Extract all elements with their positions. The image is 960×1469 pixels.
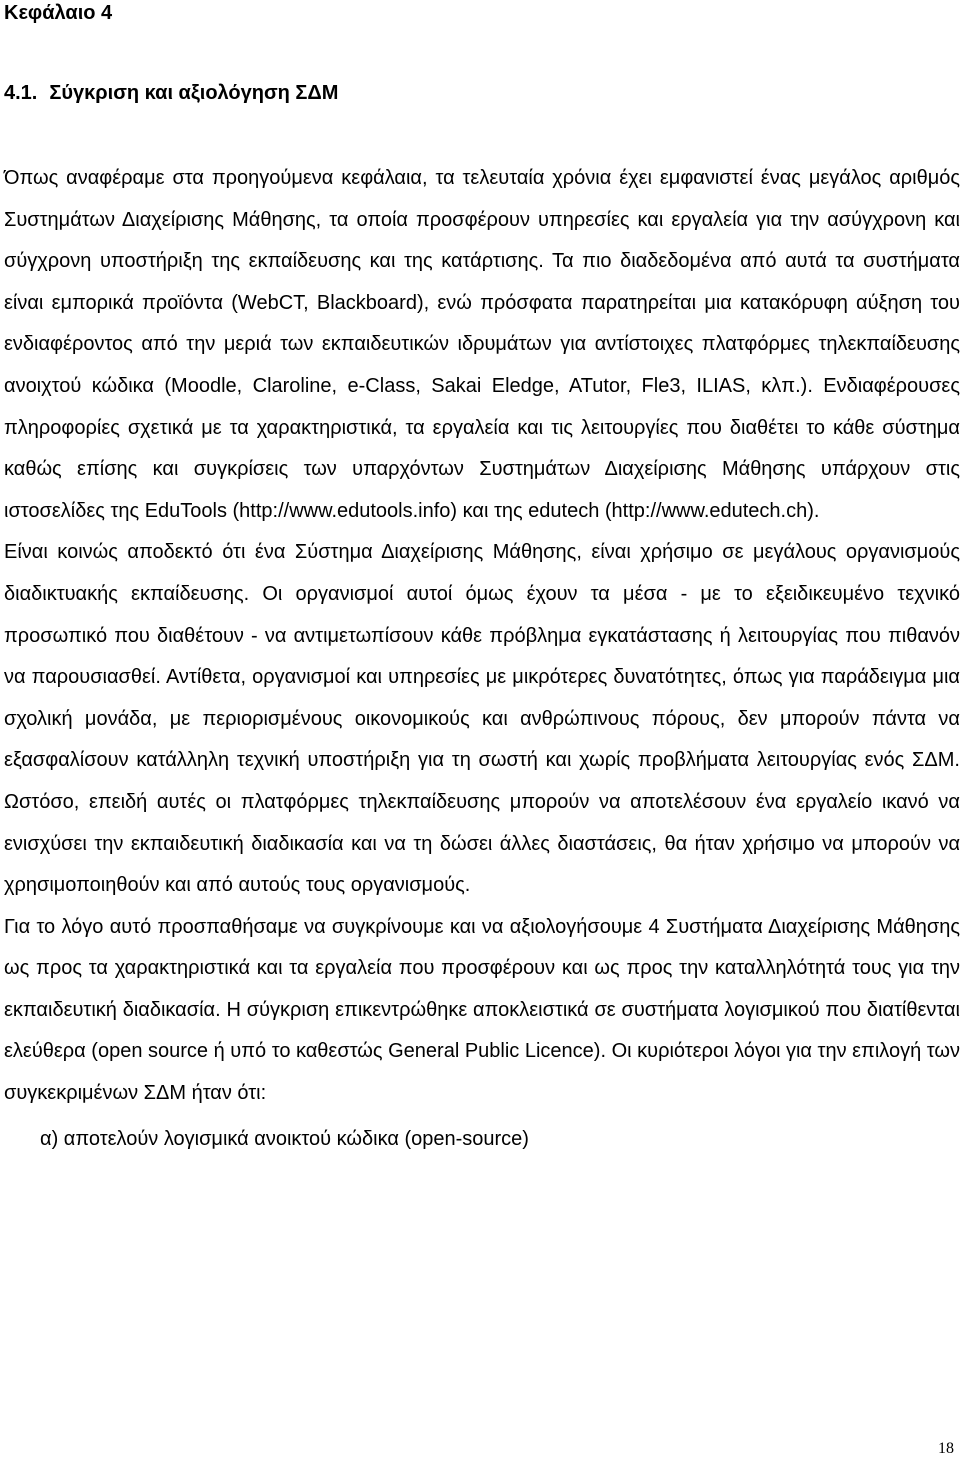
section-title: Σύγκριση και αξιολόγηση ΣΔΜ	[49, 82, 339, 104]
paragraph: Για το λόγο αυτό προσπαθήσαμε να συγκρίνουμε και να αξιολογήσουμε 4 Συστήματα Διαχείρισης Μάθησης ως προς τα χαρακτηριστικά και τα εργαλεία που προσφέρουν και ως προς την καταλληλότητά τους για την εκπαιδευτική διαδικασία. Η σύγκριση επικεντρώθηκε αποκλειστικά σε συστήματα λογισμικού που διατίθενται ελεύθερα (open source ή υπό το καθεστώς General Public Licence). Οι κυριότεροι λόγοι για την επιλογή των συγκεκριμένων ΣΔΜ ήταν ότι:	[4, 915, 960, 1105]
paragraph: Όπως αναφέραμε στα προηγούμενα κεφάλαια, τα τελευταία χρόνια έχει εμφανιστεί ένας μεγάλος αριθμός Συστημάτων Διαχείρισης Μάθησης, τα οποία προσφέρουν υπηρεσίες και εργαλεία για την ασύγχρονη και σύγχρονη υποστήριξη της εκπαίδευσης και της κατάρτισης. Τα πιο διαδεδομένα από αυτά τα συστήματα είναι εμπορικά προϊόντα (WebCT, Blackboard), ενώ πρόσφατα παρατηρείται μια κατακόρυφη αύξηση του ενδιαφέροντος από την μεριά των εκπαιδευτικών ιδρυμάτων για αντίστοιχες πλατφόρμες τηλεκπαίδευσης ανοιχτού κώδικα (Moodle, Claroline, e-Class, Sakai Eledge, ATutor, Fle3, ILIAS, κλπ.). Ενδιαφέρουσες πληροφορίες σχετικά με τα χαρακτηριστικά, τα εργαλεία και τις λειτουργίες που διαθέτει το κάθε σύστημα καθώς επίσης και συγκρίσεις των υπαρχόντων Συστημάτων Διαχείρισης Μάθησης υπάρχουν στις ιστοσελίδες της EduTools (http://www.edutools.info) και της edutech (http://www.edutech.ch).	[4, 167, 960, 522]
list-item: α) αποτελούν λογισμικά ανοικτού κώδικα (open-source)	[40, 1127, 529, 1150]
paragraph: Είναι κοινώς αποδεκτό ότι ένα Σύστημα Διαχείρισης Μάθησης, είναι χρήσιμο σε μεγάλους οργανισμούς διαδικτυακής εκπαίδευσης. Οι οργανισμοί αυτοί όμως έχουν τα μέσα - με το εξειδικευμένο τεχνικό προσωπικό που διαθέτουν - να αντιμετωπίσουν κάθε πρόβλημα εγκατάστασης ή λειτουργίας που πιθανόν να παρουσιασθεί. Αντίθετα, οργανισμοί και υπηρεσίες με μικρότερες δυνατότητες, όπως για παράδειγμα μια σχολική μονάδα, με περιορισμένους οικονομικούς και ανθρώπινους πόρους, δεν μπορούν πάντα να εξασφαλίσουν κατάλληλη τεχνική υποστήριξη για τη σωστή και χωρίς προβλήματα λειτουργίας ενός ΣΔΜ. Ωστόσο, επειδή αυτές οι πλατφόρμες τηλεκπαίδευσης μπορούν να αποτελέσουν ένα εργαλείο ικανό να ενισχύσει την εκπαιδευτική διαδικασία και να τη δώσει άλλες διαστάσεις, θα ήταν χρήσιμο να μπορούν να χρησιμοποιηθούν και από αυτούς τους οργανισμούς.	[4, 541, 960, 897]
section-heading	[4, 82, 338, 105]
page-number: 18	[938, 1440, 954, 1457]
chapter-heading: Κεφάλαιο 4	[4, 2, 113, 24]
section-number: 4.1.	[4, 82, 38, 104]
body-text	[4, 158, 960, 1160]
